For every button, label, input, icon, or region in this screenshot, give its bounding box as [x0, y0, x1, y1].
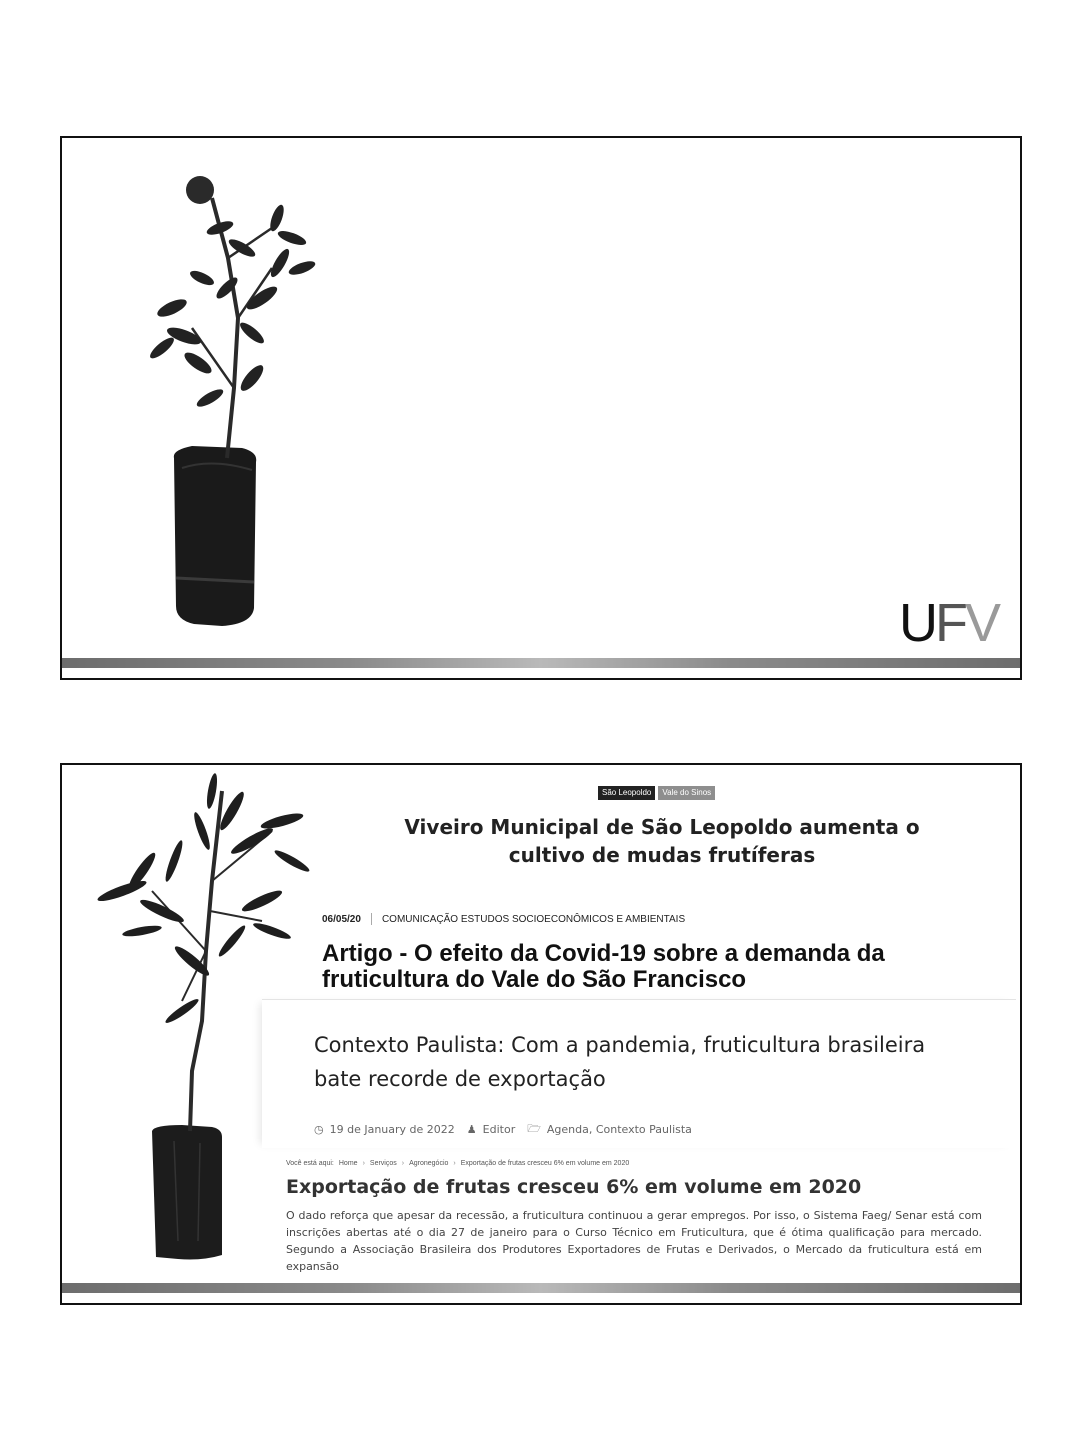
article-categories[interactable]: COMUNICAÇÃO ESTUDOS SOCIOECONÔMICOS E AMBIENTAIS: [381, 913, 686, 925]
breadcrumb-current: Exportação de frutas cresceu 6% em volume em 2020: [460, 1160, 630, 1167]
tag-vale-do-sinos[interactable]: Vale do Sinos: [658, 786, 715, 800]
chevron-right-icon: ›: [362, 1160, 365, 1167]
article-tags: [598, 786, 715, 800]
card-categories-text[interactable]: Agenda, Contexto Paulista: [546, 1123, 692, 1136]
card-date-text: 19 de January de 2022: [329, 1123, 455, 1136]
slide-footer-bar: [62, 658, 1020, 668]
chevron-right-icon: ›: [401, 1160, 405, 1167]
breadcrumb-servicos[interactable]: Serviços: [369, 1160, 397, 1167]
slide-footer-bar: [62, 1283, 1020, 1293]
headline-covid-article[interactable]: Artigo - O efeito da Covid-19 sobre a demanda da fruticultura do Vale do São Francisco: [322, 940, 885, 993]
headline-viveiro[interactable]: Viveiro Municipal de São Leopoldo aumenta o cultivo de mudas frutíferas: [404, 815, 920, 867]
ufv-logo: [898, 593, 998, 653]
chevron-right-icon: ›: [453, 1160, 456, 1167]
article-body: O dado reforça que apesar da recessão, a fruticultura continuou a gerar empregos. Por isso, o Sistema Faeg/ Senar está com inscrições abertas até o dia 27 de janeiro para o Curso Técnico em Fruticultura, que é ótima qualificação para mercado. Segundo a Associação Brasileira dos Produtores Exportadores de Frutas e Derivados, o Mercado da fruticultura está em expansão: [286, 1209, 982, 1273]
breadcrumb-prefix: Você está aqui:: [286, 1160, 334, 1167]
article-date: 06/05/20: [322, 913, 361, 925]
clock-icon: ◷: [314, 1123, 324, 1136]
card-meta: [314, 1120, 692, 1139]
card-categories[interactable]: [527, 1120, 692, 1139]
card-date: [314, 1123, 455, 1136]
logo-letter-u: U: [898, 593, 935, 653]
folder-icon: 🗁: [527, 1122, 541, 1135]
article-meta: [322, 913, 685, 925]
tag-sao-leopoldo[interactable]: São Leopoldo: [598, 786, 655, 800]
breadcrumb-home[interactable]: Home: [338, 1160, 358, 1167]
card-author-text[interactable]: Editor: [482, 1123, 516, 1136]
card-title[interactable]: Contexto Paulista: Com a pandemia, fruticultura brasileira bate recorde de exportação: [314, 1033, 926, 1091]
card-author[interactable]: [467, 1123, 515, 1136]
breadcrumb-agronegocio[interactable]: Agronegócio: [409, 1160, 449, 1167]
meta-divider: [371, 913, 372, 925]
breadcrumb: [286, 1160, 629, 1167]
logo-letter-f: F: [934, 593, 965, 653]
potted-seedling-image: [102, 158, 332, 638]
headline-exportacao[interactable]: Exportação de frutas cresceu 6% em volume em 2020: [286, 1176, 862, 1198]
slide-1: [60, 136, 1022, 680]
user-icon: ♟: [466, 1123, 477, 1136]
news-card: [262, 999, 1016, 1148]
slide-2: [60, 763, 1022, 1305]
logo-letter-v: V: [964, 593, 998, 653]
